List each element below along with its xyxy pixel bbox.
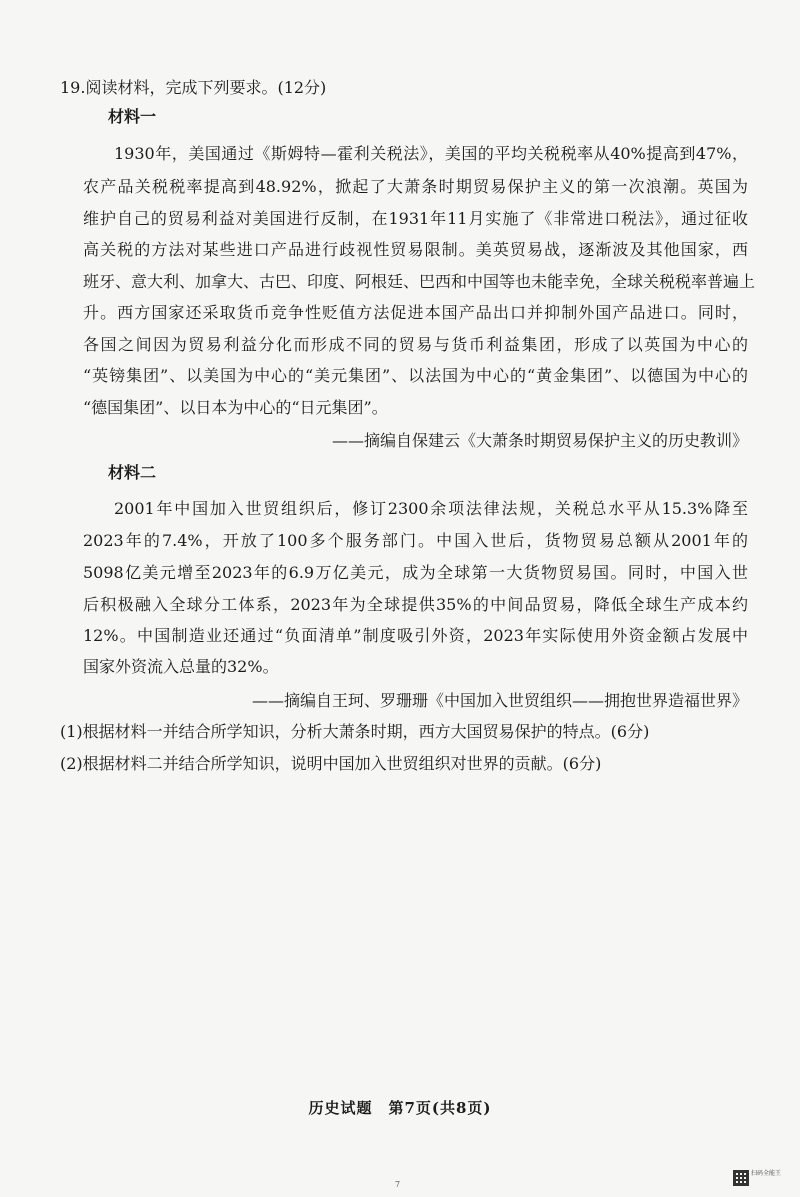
material-2-line: 2001年中国加入世贸组织后，修订2300余项法律法规，关税总水平从15.3%降至 bbox=[114, 499, 748, 518]
material-2-line: 国家外资流入总量的32%。 bbox=[83, 657, 279, 676]
sub-question-2: (2)根据材料二并结合所学知识，说明中国加入世贸组织对世界的贡献。(6分) bbox=[60, 754, 602, 773]
page-number: 7 bbox=[395, 1180, 401, 1189]
material-1-line: 各国之间因为贸易利益分化而形成不同的贸易与货币利益集团，形成了以英国为中心的 bbox=[83, 335, 748, 354]
material-2-line: 5098亿美元增至2023年的6.9万亿美元，成为全球第一大货物贸易国。同时，中国入世 bbox=[83, 563, 748, 582]
question-title: 19.阅读材料，完成下列要求。(12分) bbox=[60, 78, 327, 97]
material-1-line: “德国集团”、以日本为中心的“日元集团”。 bbox=[83, 398, 388, 417]
material-1-line: 班牙、意大利、加拿大、古巴、印度、阿根廷、巴西和中国等也未能幸免，全球关税税率普遍上 bbox=[83, 272, 756, 291]
material-1-line: 升。西方国家还采取货币竞争性贬值方法促进本国产品出口并抑制外国产品进口。同时， bbox=[83, 303, 748, 322]
material-1-source: ——摘编自保建云《大萧条时期贸易保护主义的历史教训》 bbox=[331, 431, 748, 450]
qr-code-icon bbox=[733, 1170, 749, 1186]
material-1-line: 农产品关税税率提高到48.92%，掀起了大萧条时期贸易保护主义的第一次浪潮。英国为 bbox=[83, 177, 748, 196]
material-1-line: 1930年，美国通过《斯姆特—霍利关税法》，美国的平均关税税率从40%提高到47%， bbox=[114, 144, 748, 163]
material-2-source: ——摘编自王珂、罗珊珊《中国加入世贸组织——拥抱世界造福世界》 bbox=[251, 691, 748, 710]
material-1-line: 维护自己的贸易利益对美国进行反制，在1931年11月实施了《非常进口税法》，通过征收 bbox=[83, 209, 748, 228]
material-1-line: 高关税的方法对某些进口产品进行歧视性贸易限制。美英贸易战，逐渐波及其他国家，西 bbox=[83, 240, 748, 259]
sub-question-1: (1)根据材料一并结合所学知识，分析大萧条时期，西方大国贸易保护的特点。(6分) bbox=[60, 722, 650, 741]
material-2-line: 2023年的7.4%，开放了100多个服务部门。中国入世后，货物贸易总额从2001年的 bbox=[83, 531, 748, 550]
scanner-watermark: 扫码全能王 bbox=[751, 1170, 782, 1177]
material-1-heading: 材料一 bbox=[108, 107, 157, 126]
material-2-line: 12%。中国制造业还通过“负面清单”制度吸引外资，2023年实际使用外资金额占发展中 bbox=[83, 626, 748, 645]
page-footer: 历史试题 第7页(共8页) bbox=[308, 1099, 492, 1117]
material-1-line: “英镑集团”、以美国为中心的“美元集团”、以法国为中心的“黄金集团”、以德国为中心的 bbox=[83, 366, 748, 385]
material-2-line: 后积极融入全球分工体系，2023年为全球提供35%的中间品贸易，降低全球生产成本约 bbox=[83, 595, 748, 614]
material-2-heading: 材料二 bbox=[108, 463, 157, 482]
